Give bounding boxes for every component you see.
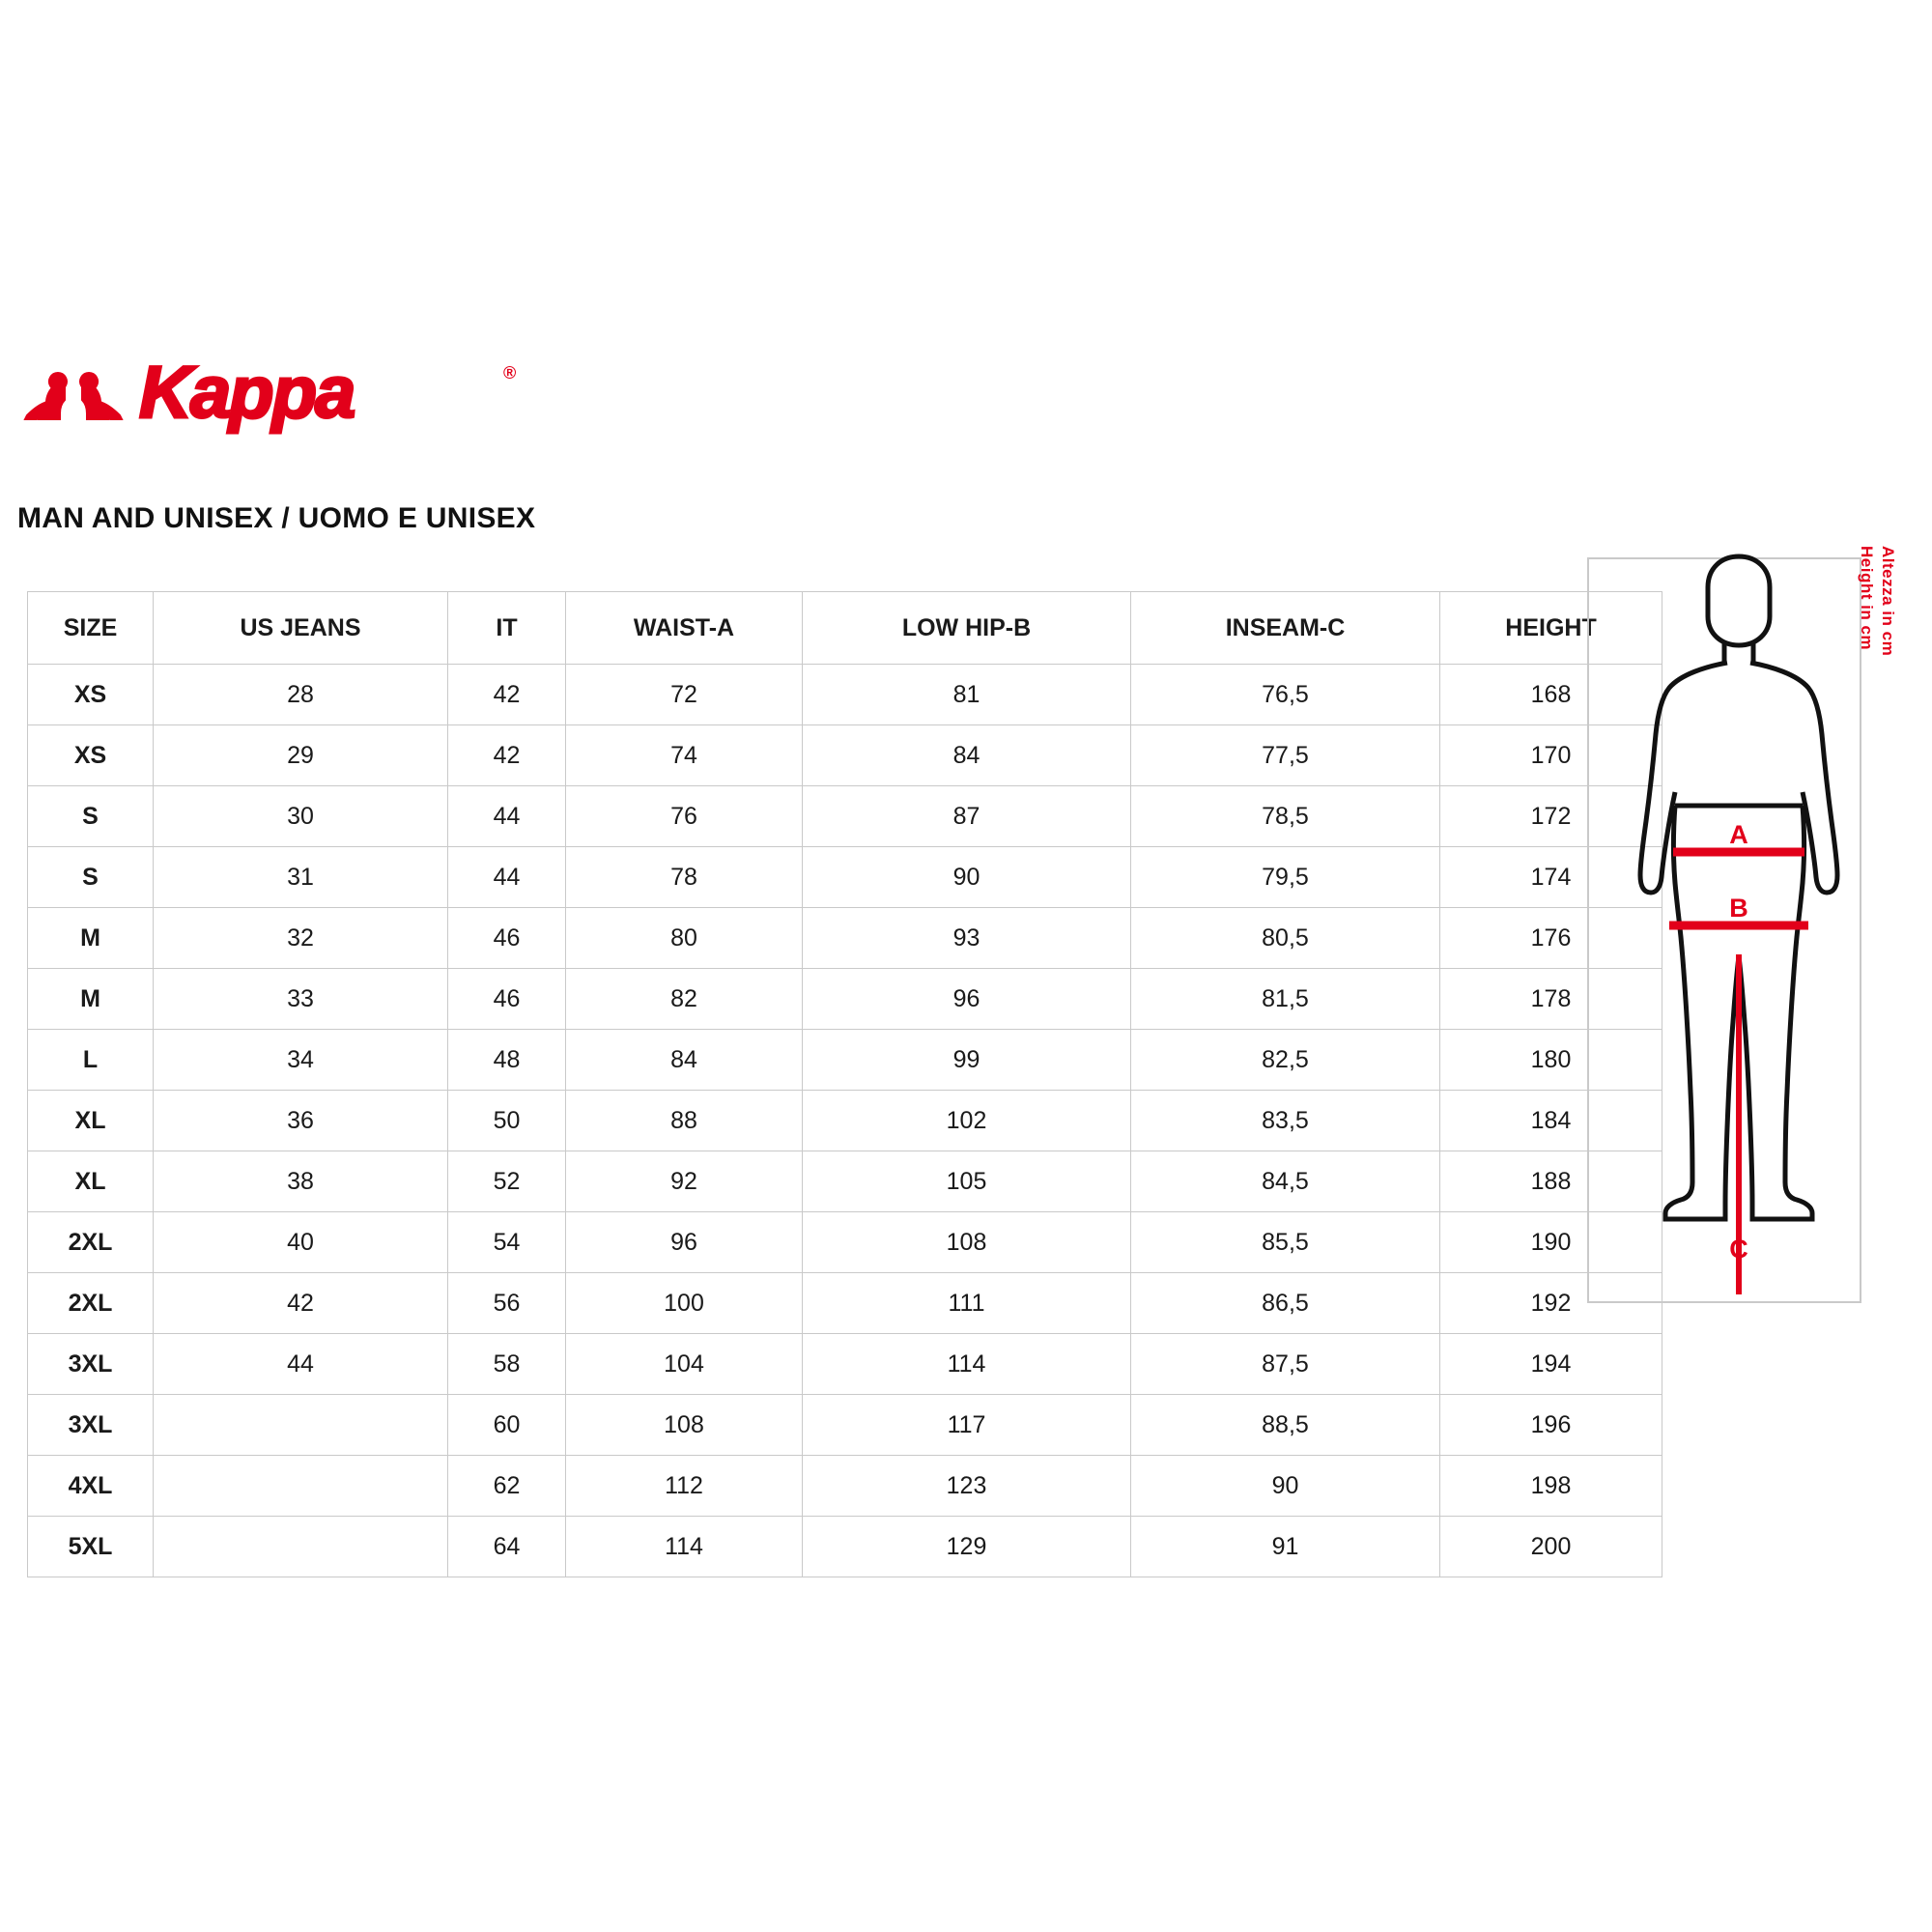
cell-size: 3XL bbox=[28, 1395, 154, 1456]
cell-it: 46 bbox=[448, 969, 566, 1030]
cell-low-hip: 123 bbox=[803, 1456, 1131, 1517]
table-row bbox=[28, 665, 1662, 725]
cell-inseam: 82,5 bbox=[1131, 1030, 1440, 1091]
cell-us-jeans: 29 bbox=[154, 725, 448, 786]
cell-it: 42 bbox=[448, 725, 566, 786]
cell-inseam: 90 bbox=[1131, 1456, 1440, 1517]
cell-low-hip: 102 bbox=[803, 1091, 1131, 1151]
cell-size: XL bbox=[28, 1091, 154, 1151]
cell-inseam: 78,5 bbox=[1131, 786, 1440, 847]
cell-height: 188 bbox=[1440, 1151, 1662, 1212]
cell-us-jeans bbox=[154, 1395, 448, 1456]
cell-waist: 74 bbox=[566, 725, 803, 786]
cell-low-hip: 87 bbox=[803, 786, 1131, 847]
cell-it: 60 bbox=[448, 1395, 566, 1456]
cell-low-hip: 99 bbox=[803, 1030, 1131, 1091]
cell-height: 192 bbox=[1440, 1273, 1662, 1334]
height-label-it: Altezza in cm bbox=[1879, 546, 1897, 657]
cell-us-jeans bbox=[154, 1517, 448, 1577]
column-header-inseam: INSEAM-C bbox=[1131, 592, 1440, 665]
cell-size: XS bbox=[28, 725, 154, 786]
cell-low-hip: 90 bbox=[803, 847, 1131, 908]
cell-waist: 108 bbox=[566, 1395, 803, 1456]
cell-low-hip: 81 bbox=[803, 665, 1131, 725]
column-header-size: SIZE bbox=[28, 592, 154, 665]
table-row bbox=[28, 1212, 1662, 1273]
cell-it: 58 bbox=[448, 1334, 566, 1395]
cell-height: 170 bbox=[1440, 725, 1662, 786]
cell-us-jeans: 31 bbox=[154, 847, 448, 908]
cell-inseam: 77,5 bbox=[1131, 725, 1440, 786]
table-row bbox=[28, 1091, 1662, 1151]
table-row bbox=[28, 725, 1662, 786]
cell-height: 200 bbox=[1440, 1517, 1662, 1577]
table-row bbox=[28, 1395, 1662, 1456]
cell-size: 2XL bbox=[28, 1273, 154, 1334]
column-header-it: IT bbox=[448, 592, 566, 665]
cell-waist: 104 bbox=[566, 1334, 803, 1395]
cell-it: 48 bbox=[448, 1030, 566, 1091]
cell-us-jeans: 33 bbox=[154, 969, 448, 1030]
cell-us-jeans: 34 bbox=[154, 1030, 448, 1091]
cell-size: S bbox=[28, 786, 154, 847]
cell-low-hip: 114 bbox=[803, 1334, 1131, 1395]
registered-mark-icon: ® bbox=[503, 363, 517, 383]
cell-it: 64 bbox=[448, 1517, 566, 1577]
cell-us-jeans: 36 bbox=[154, 1091, 448, 1151]
cell-low-hip: 108 bbox=[803, 1212, 1131, 1273]
cell-size: M bbox=[28, 908, 154, 969]
cell-us-jeans: 44 bbox=[154, 1334, 448, 1395]
cell-waist: 92 bbox=[566, 1151, 803, 1212]
cell-it: 62 bbox=[448, 1456, 566, 1517]
cell-waist: 84 bbox=[566, 1030, 803, 1091]
table-row bbox=[28, 908, 1662, 969]
body-measurement-figure bbox=[1575, 541, 1903, 1314]
cell-size: 5XL bbox=[28, 1517, 154, 1577]
cell-size: 3XL bbox=[28, 1334, 154, 1395]
cell-height: 184 bbox=[1440, 1091, 1662, 1151]
brand-logo bbox=[15, 352, 537, 435]
cell-size: L bbox=[28, 1030, 154, 1091]
cell-size: S bbox=[28, 847, 154, 908]
cell-height: 190 bbox=[1440, 1212, 1662, 1273]
cell-it: 42 bbox=[448, 665, 566, 725]
cell-waist: 80 bbox=[566, 908, 803, 969]
table-header-row bbox=[28, 592, 1662, 665]
cell-low-hip: 117 bbox=[803, 1395, 1131, 1456]
cell-inseam: 84,5 bbox=[1131, 1151, 1440, 1212]
column-header-height: HEIGHT bbox=[1440, 592, 1662, 665]
cell-height: 196 bbox=[1440, 1395, 1662, 1456]
cell-size: 4XL bbox=[28, 1456, 154, 1517]
table-row bbox=[28, 1517, 1662, 1577]
cell-size: M bbox=[28, 969, 154, 1030]
cell-low-hip: 93 bbox=[803, 908, 1131, 969]
cell-waist: 96 bbox=[566, 1212, 803, 1273]
cell-it: 56 bbox=[448, 1273, 566, 1334]
kappa-omini-icon bbox=[15, 357, 131, 433]
cell-inseam: 81,5 bbox=[1131, 969, 1440, 1030]
cell-inseam: 76,5 bbox=[1131, 665, 1440, 725]
cell-size: XL bbox=[28, 1151, 154, 1212]
cell-waist: 114 bbox=[566, 1517, 803, 1577]
table-row bbox=[28, 1030, 1662, 1091]
cell-it: 44 bbox=[448, 786, 566, 847]
cell-waist: 88 bbox=[566, 1091, 803, 1151]
cell-height: 174 bbox=[1440, 847, 1662, 908]
cell-us-jeans: 42 bbox=[154, 1273, 448, 1334]
cell-low-hip: 84 bbox=[803, 725, 1131, 786]
table-row bbox=[28, 1151, 1662, 1212]
cell-low-hip: 96 bbox=[803, 969, 1131, 1030]
measure-label-low-hip: B bbox=[1729, 894, 1748, 923]
size-table bbox=[27, 591, 1662, 1577]
cell-us-jeans: 28 bbox=[154, 665, 448, 725]
cell-waist: 72 bbox=[566, 665, 803, 725]
column-header-us-jeans: US JEANS bbox=[154, 592, 448, 665]
table-row bbox=[28, 1334, 1662, 1395]
column-header-low-hip: LOW HIP-B bbox=[803, 592, 1131, 665]
cell-inseam: 79,5 bbox=[1131, 847, 1440, 908]
table-row bbox=[28, 786, 1662, 847]
cell-inseam: 86,5 bbox=[1131, 1273, 1440, 1334]
cell-low-hip: 111 bbox=[803, 1273, 1131, 1334]
cell-inseam: 88,5 bbox=[1131, 1395, 1440, 1456]
cell-waist: 82 bbox=[566, 969, 803, 1030]
cell-us-jeans bbox=[154, 1456, 448, 1517]
cell-height: 178 bbox=[1440, 969, 1662, 1030]
cell-waist: 100 bbox=[566, 1273, 803, 1334]
measure-label-waist: A bbox=[1729, 820, 1748, 849]
cell-height: 176 bbox=[1440, 908, 1662, 969]
cell-waist: 78 bbox=[566, 847, 803, 908]
cell-it: 44 bbox=[448, 847, 566, 908]
cell-inseam: 91 bbox=[1131, 1517, 1440, 1577]
cell-size: XS bbox=[28, 665, 154, 725]
cell-it: 54 bbox=[448, 1212, 566, 1273]
cell-height: 198 bbox=[1440, 1456, 1662, 1517]
cell-it: 52 bbox=[448, 1151, 566, 1212]
cell-size: 2XL bbox=[28, 1212, 154, 1273]
cell-low-hip: 105 bbox=[803, 1151, 1131, 1212]
cell-height: 180 bbox=[1440, 1030, 1662, 1091]
cell-us-jeans: 32 bbox=[154, 908, 448, 969]
table-row bbox=[28, 969, 1662, 1030]
cell-height: 168 bbox=[1440, 665, 1662, 725]
cell-inseam: 85,5 bbox=[1131, 1212, 1440, 1273]
column-header-waist: WAIST-A bbox=[566, 592, 803, 665]
cell-it: 50 bbox=[448, 1091, 566, 1151]
table-row bbox=[28, 847, 1662, 908]
cell-us-jeans: 40 bbox=[154, 1212, 448, 1273]
cell-height: 172 bbox=[1440, 786, 1662, 847]
cell-waist: 112 bbox=[566, 1456, 803, 1517]
cell-it: 46 bbox=[448, 908, 566, 969]
cell-us-jeans: 38 bbox=[154, 1151, 448, 1212]
male-body-outline-icon bbox=[1575, 541, 1903, 1314]
table-row bbox=[28, 1273, 1662, 1334]
cell-low-hip: 129 bbox=[803, 1517, 1131, 1577]
cell-waist: 76 bbox=[566, 786, 803, 847]
cell-inseam: 80,5 bbox=[1131, 908, 1440, 969]
cell-inseam: 87,5 bbox=[1131, 1334, 1440, 1395]
cell-us-jeans: 30 bbox=[154, 786, 448, 847]
height-label-en: Height in cm bbox=[1858, 546, 1876, 651]
brand-name: Kappa bbox=[139, 352, 355, 434]
measure-label-inseam: C bbox=[1729, 1235, 1748, 1264]
table-row bbox=[28, 1456, 1662, 1517]
cell-inseam: 83,5 bbox=[1131, 1091, 1440, 1151]
page-title: MAN AND UNISEX / UOMO E UNISEX bbox=[17, 502, 536, 534]
cell-height: 194 bbox=[1440, 1334, 1662, 1395]
